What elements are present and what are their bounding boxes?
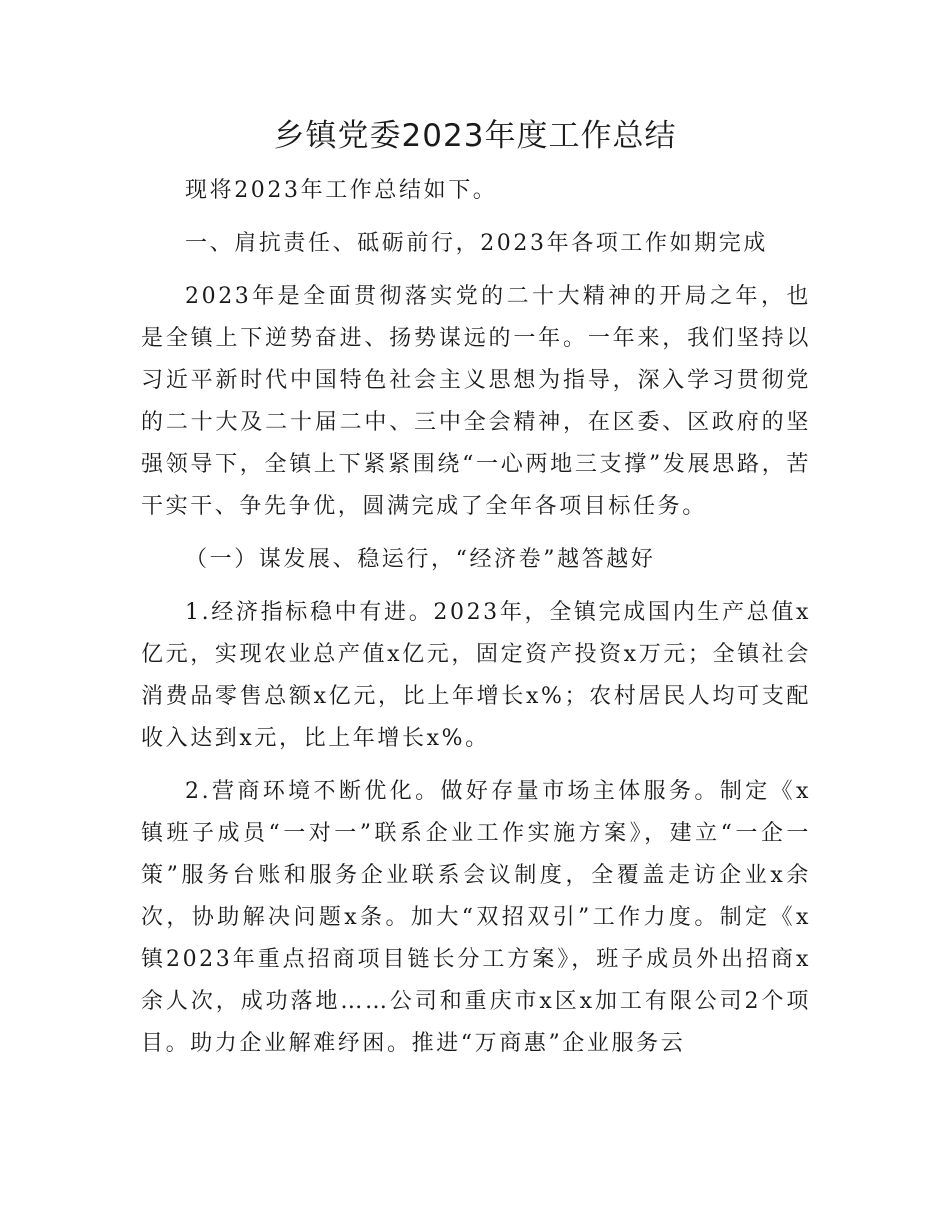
- document-body: [141, 170, 811, 1076]
- economic-indicators-paragraph: 1.经济指标稳中有进。2023年，全镇完成国内生产总值x亿元，实现农业总产值x亿元，固定资产投资x万元；全镇社会消费品零售总额x亿元，比上年增长x%；农村居民人均可支配收入达到x元，比上年增长x%。: [141, 600, 811, 751]
- subsection-heading-1: （一）谋发展、稳运行，“经济卷”越答越好: [185, 547, 656, 572]
- section-heading-1: 一、肩抗责任、砥砺前行，2023年各项工作如期完成: [185, 231, 768, 256]
- overview-paragraph: 2023年是全面贯彻落实党的二十大精神的开局之年，也是全镇上下逆势奋进、扬势谋远的一年。一年来，我们坚持以习近平新时代中国特色社会主义思想为指导，深入学习贯彻党的二十大及二十届二中、三中全会精神，在区委、区政府的坚强领导下，全镇上下紧紧围绕“一心两地三支撑”发展思路，苦干实干、争先争优，圆满完成了全年各项目标任务。: [141, 284, 811, 519]
- intro-paragraph: 现将2023年工作总结如下。: [185, 178, 498, 203]
- business-environment-paragraph: 2.营商环境不断优化。做好存量市场主体服务。制定《x镇班子成员“一对一”联系企业工作实施方案》，建立“一企一策”服务台账和服务企业联系会议制度，全覆盖走访企业x余次，协助解决问题x条。加大“双招双引”工作力度。制定《x镇2023年重点招商项目链长分工方案》，班子成员外出招商x余人次，成功落地……公司和重庆市x区x加工有限公司2个项目。助力企业解难纾困。推进“万商惠”企业服务云: [141, 779, 811, 1056]
- document-title: 乡镇党委2023年度工作总结: [273, 118, 677, 154]
